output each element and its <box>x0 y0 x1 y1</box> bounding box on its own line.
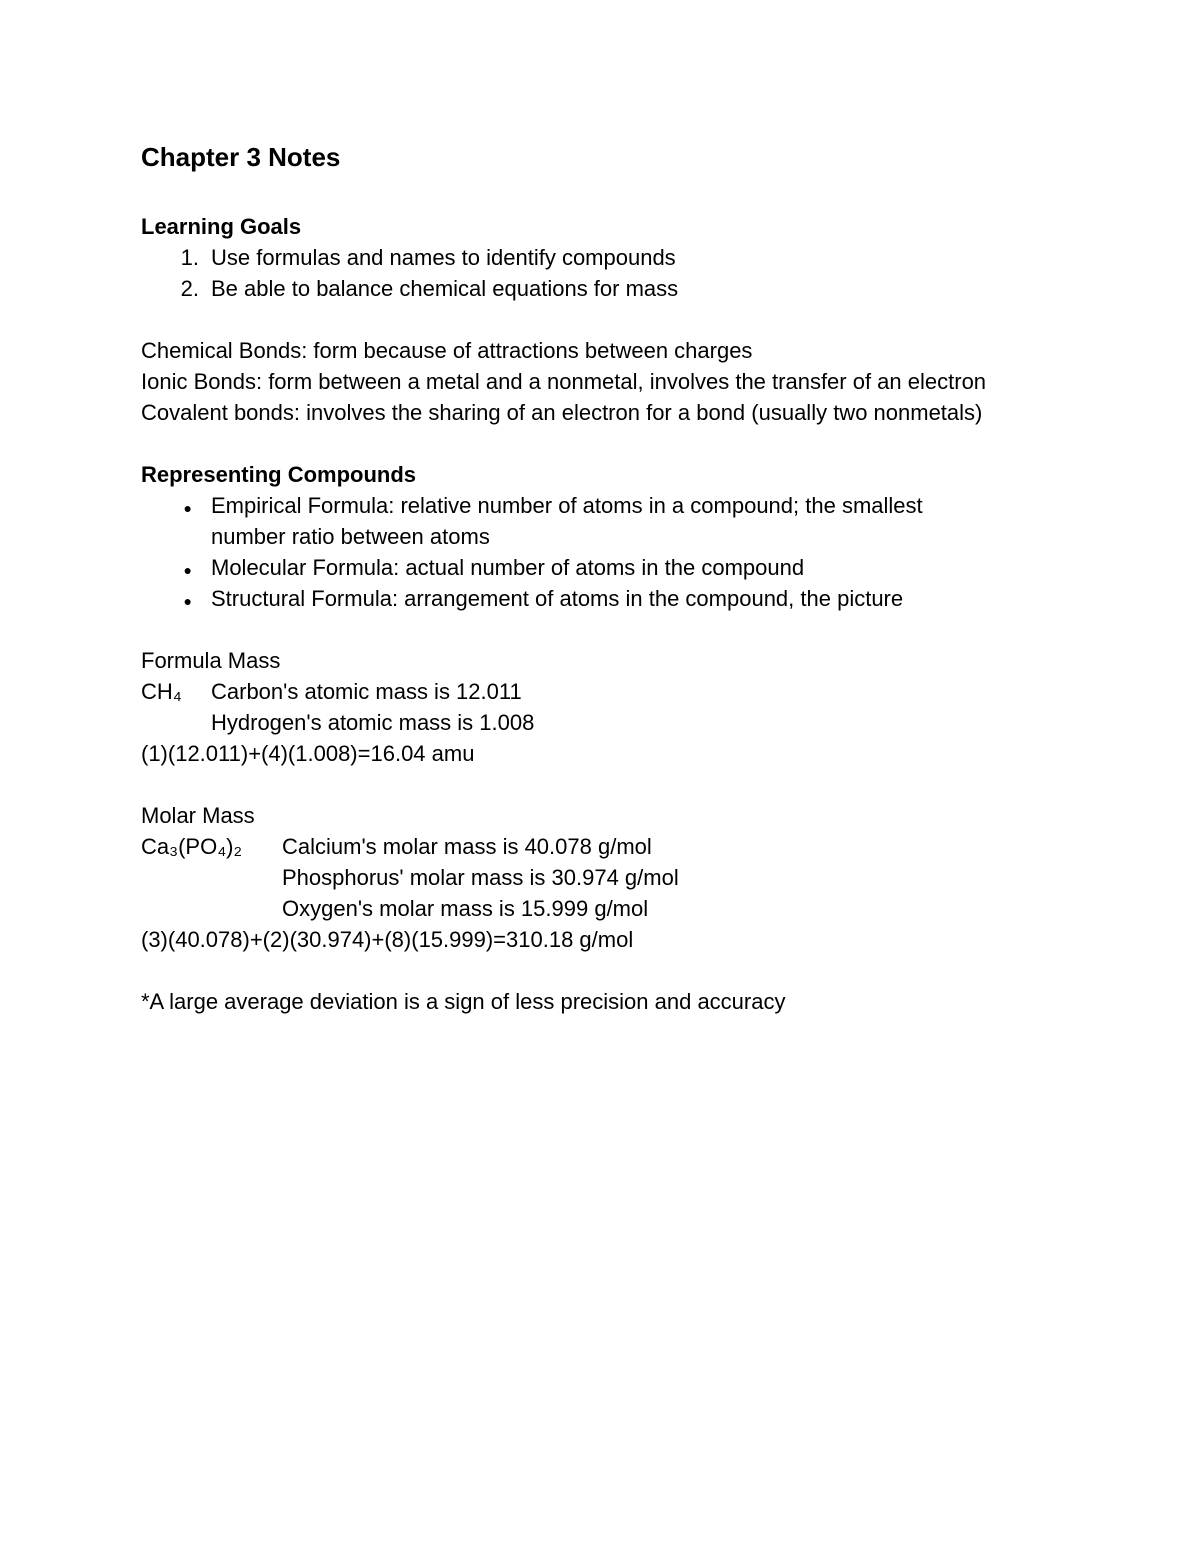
mass-line: Calcium's molar mass is 40.078 g/mol <box>282 834 652 859</box>
footnote: *A large average deviation is a sign of less precision and accuracy <box>141 989 786 1014</box>
formula-mass-calculation: (1)(12.011)+(4)(1.008)=16.04 amu <box>141 741 475 766</box>
list-item-text: Use formulas and names to identify compounds <box>211 245 676 270</box>
formula-mass-row <box>141 676 1101 707</box>
list-item <box>141 490 1101 552</box>
representing-compounds-heading: Representing Compounds <box>141 462 417 487</box>
document-page <box>141 140 1101 1017</box>
list-item <box>141 242 1101 273</box>
mass-line: Oxygen's molar mass is 15.999 g/mol <box>282 896 649 921</box>
learning-goals-heading: Learning Goals <box>141 214 302 239</box>
list-item-text: Structural Formula: arrangement of atoms in the compound, the picture <box>211 586 904 611</box>
chemical-bonds-line: Chemical Bonds: form because of attractions between charges <box>141 338 753 363</box>
covalent-bonds-line: Covalent bonds: involves the sharing of an electron for a bond (usually two nonmetals) <box>141 400 983 425</box>
formula-mass-heading: Formula Mass <box>141 648 281 673</box>
bullet-icon: ● <box>183 593 192 609</box>
bullet-icon: ● <box>183 500 192 516</box>
mass-line: Hydrogen's atomic mass is 1.008 <box>211 710 535 735</box>
list-item-text: Molecular Formula: actual number of atoms in the compound <box>211 555 805 580</box>
list-item <box>141 273 1101 304</box>
mass-line: Carbon's atomic mass is 12.011 <box>211 679 522 704</box>
molar-mass-heading: Molar Mass <box>141 803 255 828</box>
compound-formula: CH₄ <box>141 679 182 704</box>
ionic-bonds-line: Ionic Bonds: form between a metal and a nonmetal, involves the transfer of an electron <box>141 369 987 394</box>
molar-mass-calculation: (3)(40.078)+(2)(30.974)+(8)(15.999)=310.18 g/mol <box>141 927 634 952</box>
list-item-text: Be able to balance chemical equations for mass <box>211 276 679 301</box>
list-item-text: Empirical Formula: relative number of atoms in a compound; the smallest number ratio between atoms <box>211 493 923 549</box>
mass-line: Phosphorus' molar mass is 30.974 g/mol <box>282 865 679 890</box>
compound-formula: Ca₃(PO₄)₂ <box>141 834 243 859</box>
molar-mass-row <box>141 831 1101 862</box>
list-number: 1. <box>180 245 199 270</box>
list-item <box>141 552 1101 583</box>
bullet-icon: ● <box>183 562 192 578</box>
page-title: Chapter 3 Notes <box>141 142 341 172</box>
list-item <box>141 583 1101 614</box>
list-number: 2. <box>180 276 199 301</box>
